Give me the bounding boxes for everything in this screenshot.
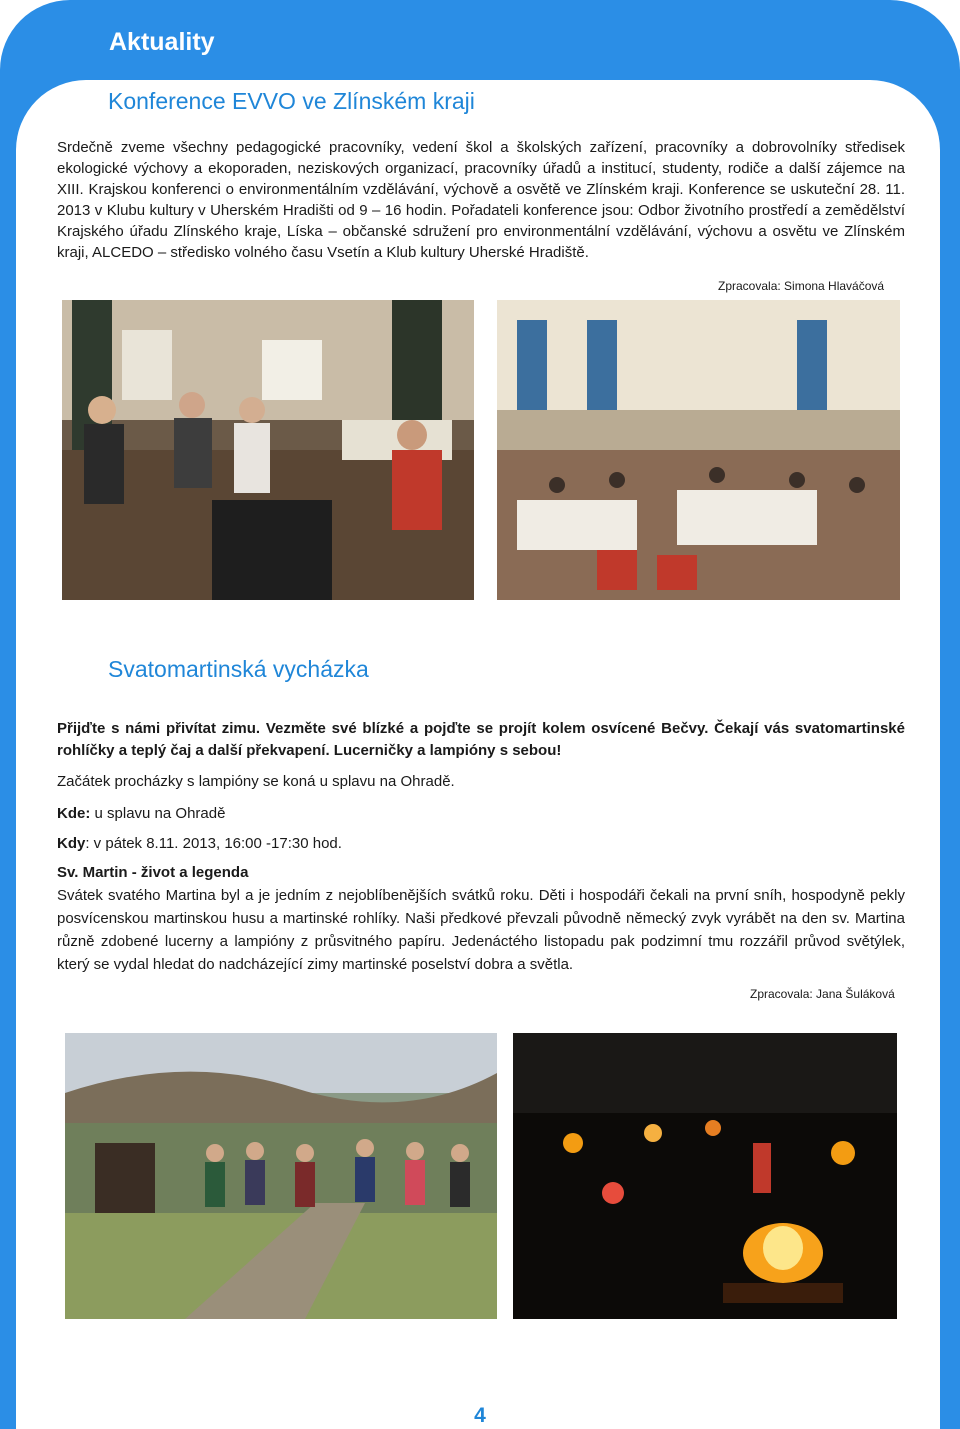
walk-where-value: u splavu na Ohradě — [90, 805, 226, 822]
walk-where — [57, 804, 225, 824]
article-body-conference: Srdečně zveme všechny pedagogické pracovníky, vedení škol a školských zařízení, pracovníky a dobrovolníky středisek ekologické výchovy a ekoporaden, neziskových organizací, pracovníky úřadů a institucí, studenty, rodiče a další zájemce na XIII. Krajskou konferenci o environmentálním vzdělávání, výchově a osvětě ve Zlínském kraji. Konference se uskuteční 28. 11. 2013 v Klubu kultury v Uherském Hradišti od 9 – 16 hodin. Pořadateli konference jsou: Odbor životního prostředí a zemědělství Krajského úřadu Zlínského kraje, Líska – občanské sdružení pro environmentální vzdělávání, výchovu a osvětu ve Zlínském kraji, ALCEDO – středisko volného času Vsetín a Klub kultury Uherské Hradiště. — [57, 139, 905, 261]
photo-conference-workshop — [62, 300, 474, 600]
photo-conference-hall — [497, 300, 900, 600]
article-credit-walk: Zpracovala: Jana Šuláková — [750, 987, 895, 1001]
photo-walk-group — [65, 1033, 497, 1319]
section-title: Aktuality — [109, 28, 215, 56]
walk-when-value: : v pátek 8.11. 2013, 16:00 -17:30 hod. — [85, 835, 342, 852]
walk-start: Začátek procházky s lampióny se koná u splavu na Ohradě. — [57, 773, 455, 790]
article-title-conference: Konference EVVO ve Zlínském kraji — [108, 88, 475, 114]
walk-when-label: Kdy — [57, 835, 86, 852]
walk-intro: Přijďte s námi přivítat zimu. Vezměte své blízké a pojďte se projít kolem osvícené Bečvy. Čekají vás svatomartinské rohlíčky a teplý čaj a další překvapení. Lucerničky a lampióny s sebou! — [57, 720, 905, 759]
page-number: 4 — [474, 1404, 486, 1427]
photo-walk-fire — [513, 1033, 897, 1319]
article-credit-conference: Zpracovala: Simona Hlaváčová — [718, 279, 885, 293]
article-title-walk: Svatomartinská vycházka — [108, 656, 369, 682]
legend-body: Svátek svatého Martina byl a je jedním z nejoblíbenějších svátků roku. Děti i hospodáři čekali na první sníh, hospodyně pekly posvícenskou martinskou husu a martinské rohlíky. Naši předkové převzali původně německý zvyk vyrábět na den sv. Martina různě zdobené lucerny a lampióny z průsvitného papíru. Jedenáctého listopadu pak podzimní tmu rozzářil průvod světýlek, který se vydal hledat do nadcházející zimy martinské poselství dobra a světla. — [57, 887, 905, 973]
walk-where-label: Kde: — [57, 805, 91, 822]
legend-title: Sv. Martin - život a legenda — [57, 864, 249, 881]
walk-when — [57, 834, 342, 854]
